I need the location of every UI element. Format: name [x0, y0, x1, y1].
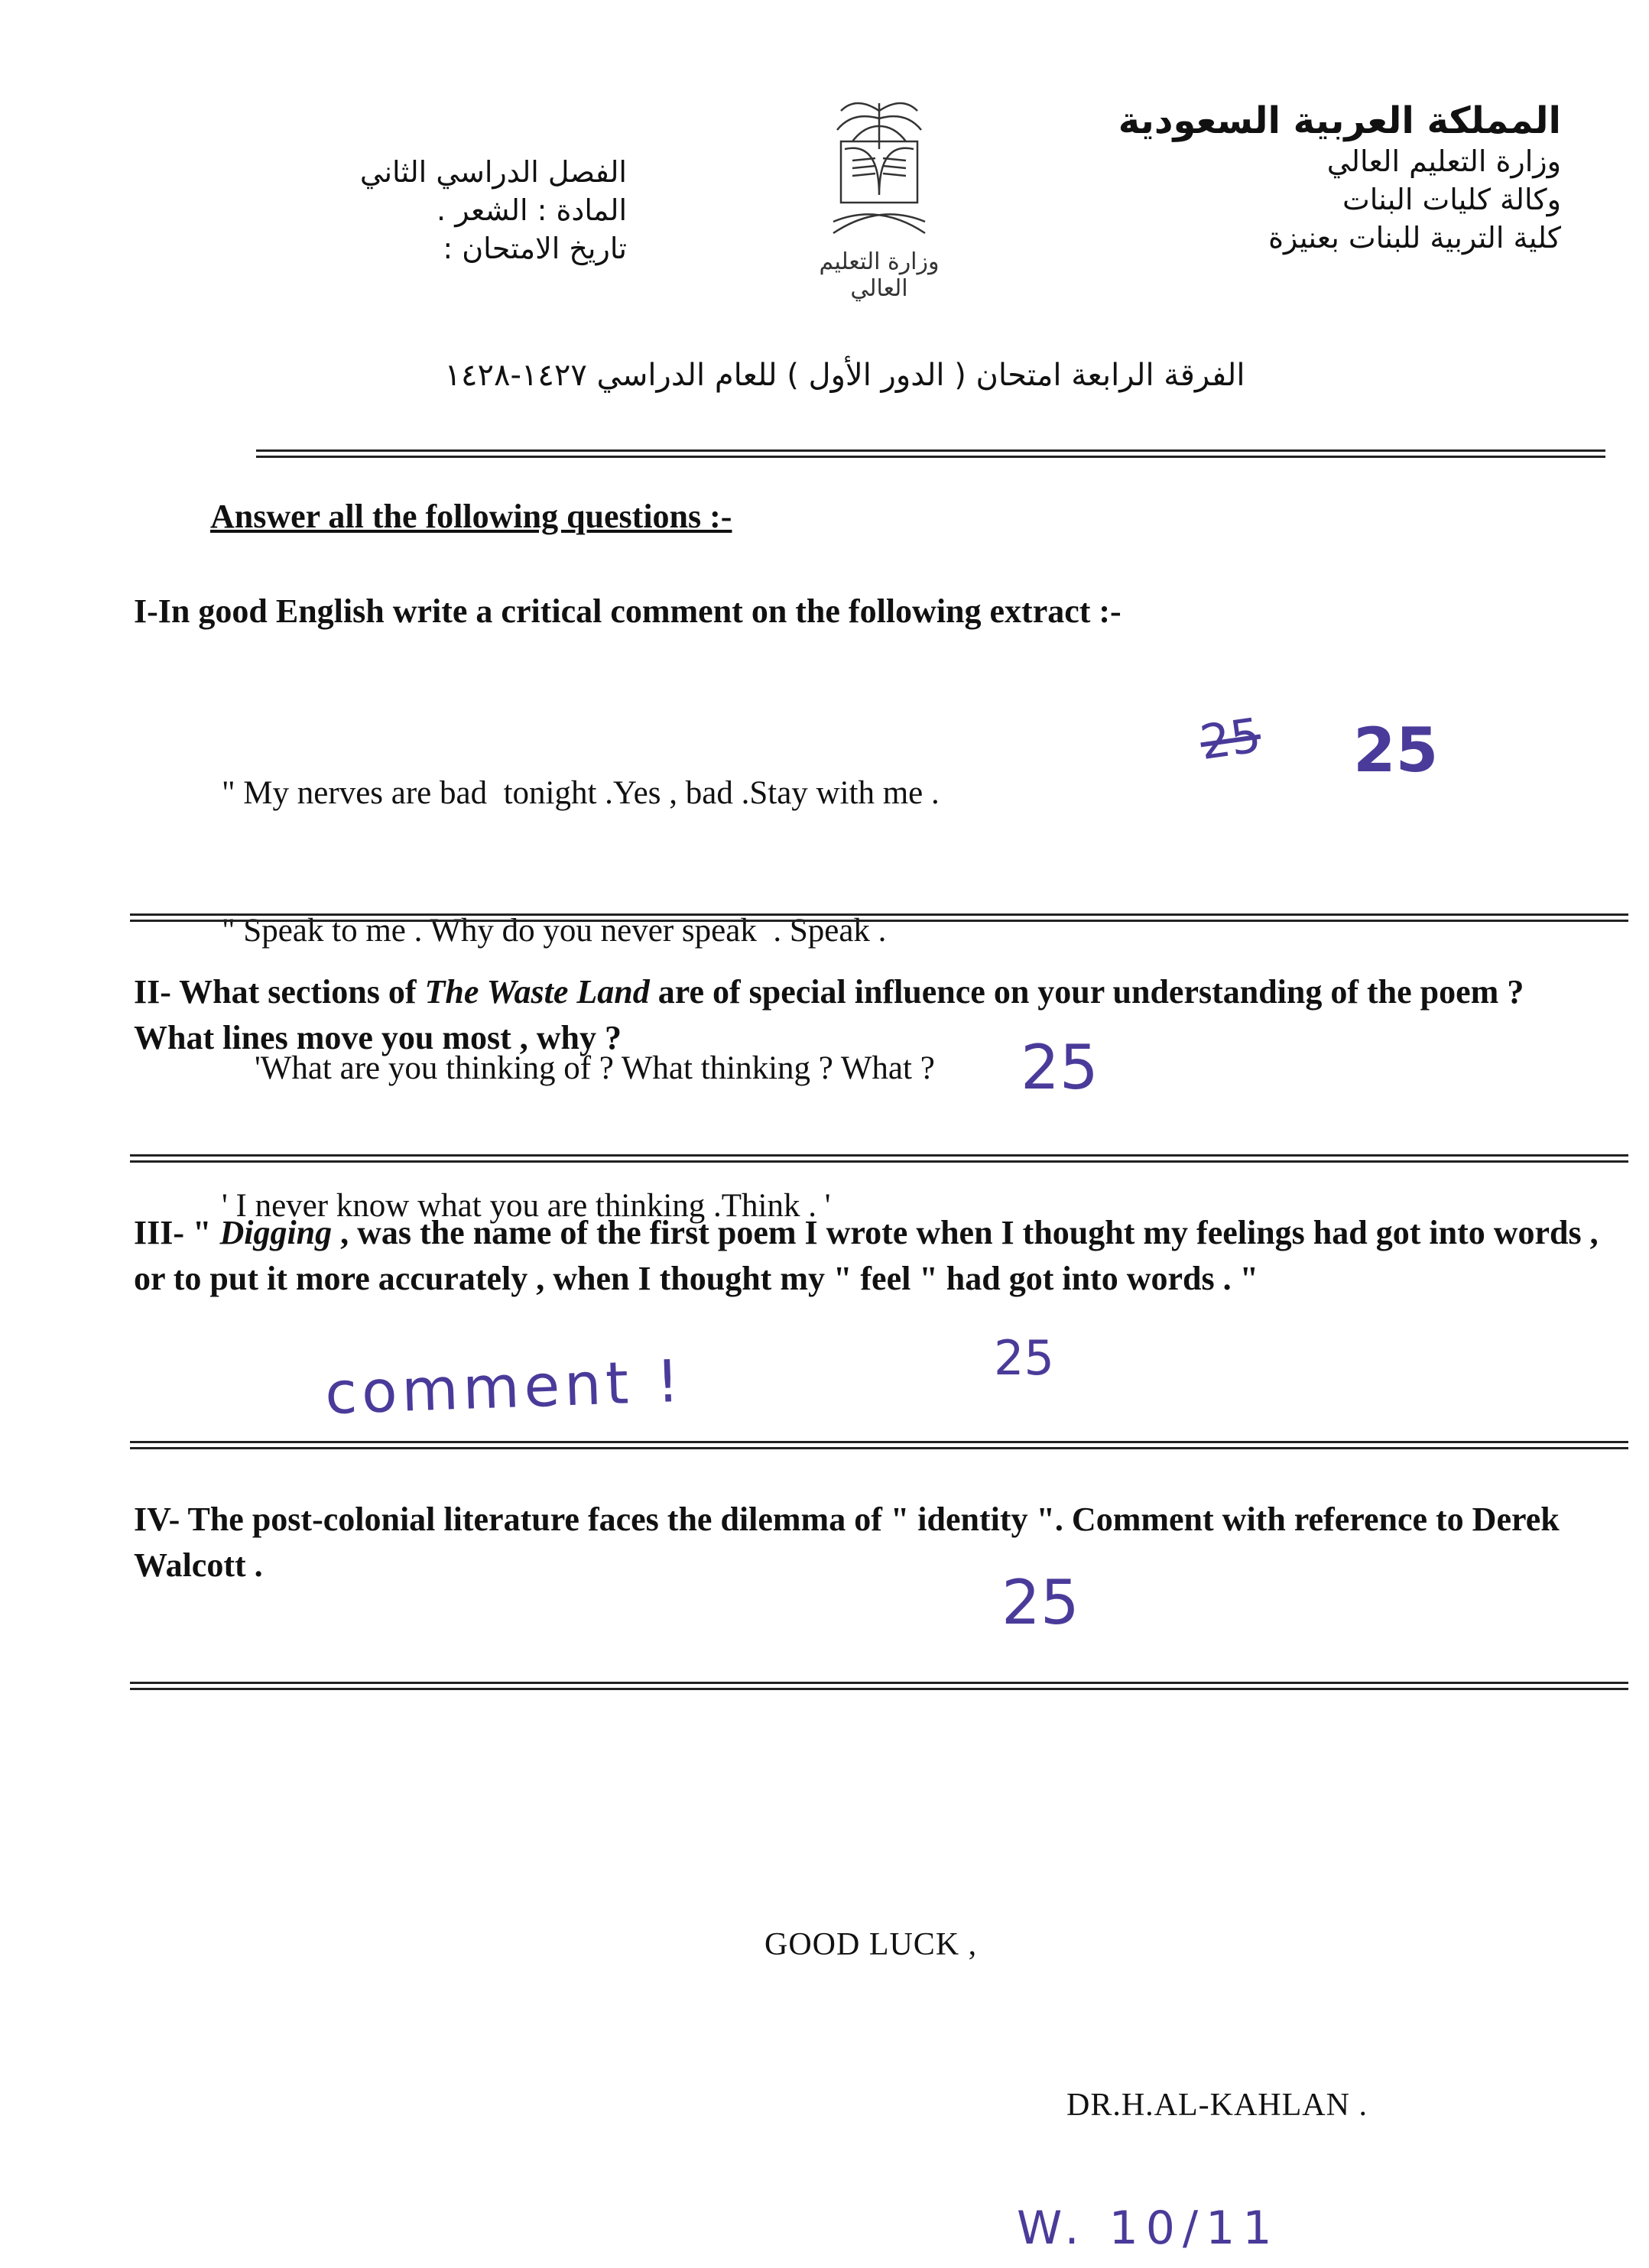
agency-name: وكالة كليات البنات [1342, 183, 1561, 216]
emblem-caption: وزارة التعليم العالي [819, 248, 940, 302]
question-4: IV- The post-colonial literature faces the dilemma of " identity ". Comment with reference to Derek Walcott . [134, 1501, 1560, 1584]
question-1: I-In good English write a critical comment on the following extract :- [134, 592, 1122, 630]
instructions: Answer all the following questions :- [210, 498, 732, 535]
struck-mark: 25 [1196, 706, 1264, 771]
subject: المادة : الشعر . [437, 193, 627, 227]
mark-q2: 25 [1021, 1032, 1099, 1103]
examiner-name: DR.H.AL-KAHLAN . [1066, 2088, 1368, 2123]
exam-date: تاريخ الامتحان : [443, 232, 627, 265]
title-italic: Digging [219, 1214, 333, 1251]
divider [130, 913, 1628, 916]
poem-line: " My nerves are bad tonight .Yes , bad .Stay with me . [222, 775, 940, 811]
exam-title: الفرقة الرابعة امتحان ( الدور الأول ) للعام الدراسي ١٤٢٧-١٤٢٨ [444, 358, 1245, 393]
ministry-name: وزارة التعليم العالي [1326, 144, 1561, 178]
divider [130, 1441, 1628, 1443]
question-3: III- " Digging , was the name of the first poem I wrote when I thought my feelings had got into words , or to put it more accurately , when I thought my " feel " had got into words . " [134, 1214, 1599, 1297]
good-luck: GOOD LUCK , [764, 1927, 978, 1962]
country-name: المملكة العربية السعودية [1118, 99, 1561, 142]
divider [130, 1154, 1628, 1157]
exam-info [329, 153, 627, 268]
handwritten-comment: comment ! [323, 1346, 686, 1428]
poem-line: " Speak to me . Why do you never speak . Speak . [222, 913, 887, 949]
mark-q4: 25 [1001, 1567, 1079, 1638]
divider [130, 1682, 1628, 1684]
mark-q3: 25 [994, 1330, 1054, 1386]
college-name: كلية التربية للبنات بعنيزة [1268, 221, 1561, 255]
title-italic: The Waste Land [424, 973, 650, 1011]
question-2: II- What sections of The Waste Land are of special influence on your understanding of the poem ? What lines move you most , why ? [134, 973, 1524, 1056]
institution-header [1118, 99, 1561, 257]
mark-q1: 25 [1353, 715, 1439, 786]
handwritten-signature: W. 10/11 [1017, 2201, 1280, 2255]
semester: الفصل الدراسي الثاني [359, 155, 627, 189]
ministry-emblem-icon [810, 88, 948, 302]
poem-line: 'What are you thinking of ? What thinking ? What ? [222, 1050, 935, 1086]
divider [256, 449, 1605, 452]
poem-line: ' I never know what you are thinking .Think . ' [222, 1188, 831, 1224]
